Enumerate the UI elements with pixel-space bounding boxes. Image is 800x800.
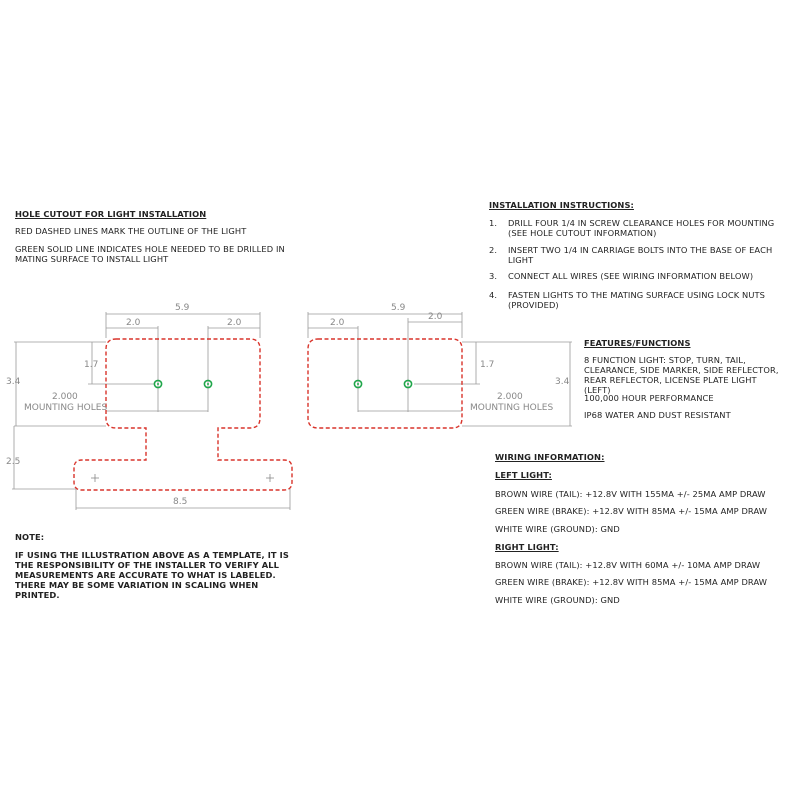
dim-right-left-offset: 2.0 <box>330 318 345 328</box>
features-title: FEATURES/FUNCTIONS <box>584 338 691 348</box>
feature-item-1: 8 FUNCTION LIGHT: STOP, TURN, TAIL, CLEARANCE, SIDE MARKER, SIDE REFLECTOR, REAR REFLECTOR, LICENSE PLATE LIGHT (LEFT) <box>584 355 779 395</box>
wiring-left-white: WHITE WIRE (GROUND): GND <box>495 524 620 534</box>
wiring-left-green: GREEN WIRE (BRAKE): +12.8V WITH 85MA +/- 15MA AMP DRAW <box>495 506 768 516</box>
dim-left-overall-width: 5.9 <box>175 303 190 313</box>
dim-right-hole-height: 1.7 <box>480 360 495 370</box>
step-4-text: FASTEN LIGHTS TO THE MATING SURFACE USING LOCK NUTS (PROVIDED) <box>508 290 766 310</box>
note-text: IF USING THE ILLUSTRATION ABOVE AS A TEMPLATE, IT IS THE RESPONSIBILITY OF THE INSTALLER TO VERIFY ALL MEASUREMENTS ARE ACCURATE TO WHAT IS LABELED. THERE MAY BE SOME VARIATION IN SCALING WHEN PRINTED. <box>15 550 289 600</box>
feature-item-3: IP68 WATER AND DUST RESISTANT <box>584 410 731 420</box>
dim-left-bracket-width: 8.5 <box>173 497 188 507</box>
dim-right-hole-label: MOUNTING HOLES <box>470 403 554 413</box>
step-2-number: 2. <box>489 245 498 255</box>
step-1-number: 1. <box>489 218 498 228</box>
wiring-right-white: WHITE WIRE (GROUND): GND <box>495 595 620 605</box>
dim-left-hole-height: 1.7 <box>84 360 99 370</box>
feature-item-2: 100,000 HOUR PERFORMANCE <box>584 393 714 403</box>
wiring-title: WIRING INFORMATION: <box>495 452 605 462</box>
wiring-right-green: GREEN WIRE (BRAKE): +12.8V WITH 85MA +/- 15MA AMP DRAW <box>495 577 768 587</box>
bracket-hole-markers <box>91 474 274 482</box>
step-3-text: CONNECT ALL WIRES (SEE WIRING INFORMATION BELOW) <box>508 271 754 281</box>
dim-left-body-height: 3.4 <box>6 377 21 387</box>
step-1-text: DRILL FOUR 1/4 IN SCREW CLEARANCE HOLES FOR MOUNTING (SEE HOLE CUTOUT INFORMATION) <box>508 218 775 238</box>
dim-right-overall-width: 5.9 <box>391 303 406 313</box>
dim-left-right-offset: 2.0 <box>227 318 242 328</box>
hole-cutout-title: HOLE CUTOUT FOR LIGHT INSTALLATION <box>15 209 207 219</box>
hole-cutout-line-2: GREEN SOLID LINE INDICATES HOLE NEEDED TO BE DRILLED IN MATING SURFACE TO INSTALL LIGHT <box>15 244 285 264</box>
dim-left-hole-spacing: 2.000 <box>52 392 78 402</box>
dim-right-hole-spacing: 2.000 <box>497 392 523 402</box>
right-light-outline <box>308 339 462 428</box>
dim-left-hole-label: MOUNTING HOLES <box>24 403 108 413</box>
dim-right-body-height: 3.4 <box>555 377 570 387</box>
installation-title: INSTALLATION INSTRUCTIONS: <box>489 200 634 210</box>
dim-left-bracket-height: 2.5 <box>6 457 21 467</box>
note-title: NOTE: <box>15 532 45 542</box>
wiring-left-title: LEFT LIGHT: <box>495 470 552 480</box>
wiring-right-title: RIGHT LIGHT: <box>495 542 559 552</box>
wiring-left-brown: BROWN WIRE (TAIL): +12.8V WITH 155MA +/- 25MA AMP DRAW <box>495 489 766 499</box>
dim-left-left-offset: 2.0 <box>126 318 141 328</box>
left-light-outline <box>74 339 292 490</box>
hole-cutout-line-1: RED DASHED LINES MARK THE OUTLINE OF THE LIGHT <box>15 226 247 236</box>
dim-right-right-offset: 2.0 <box>428 312 443 322</box>
step-3-number: 3. <box>489 271 498 281</box>
step-4-number: 4. <box>489 290 498 300</box>
wiring-right-brown: BROWN WIRE (TAIL): +12.8V WITH 60MA +/- 10MA AMP DRAW <box>495 560 761 570</box>
step-2-text: INSERT TWO 1/4 IN CARRIAGE BOLTS INTO THE BASE OF EACH LIGHT <box>508 245 773 265</box>
